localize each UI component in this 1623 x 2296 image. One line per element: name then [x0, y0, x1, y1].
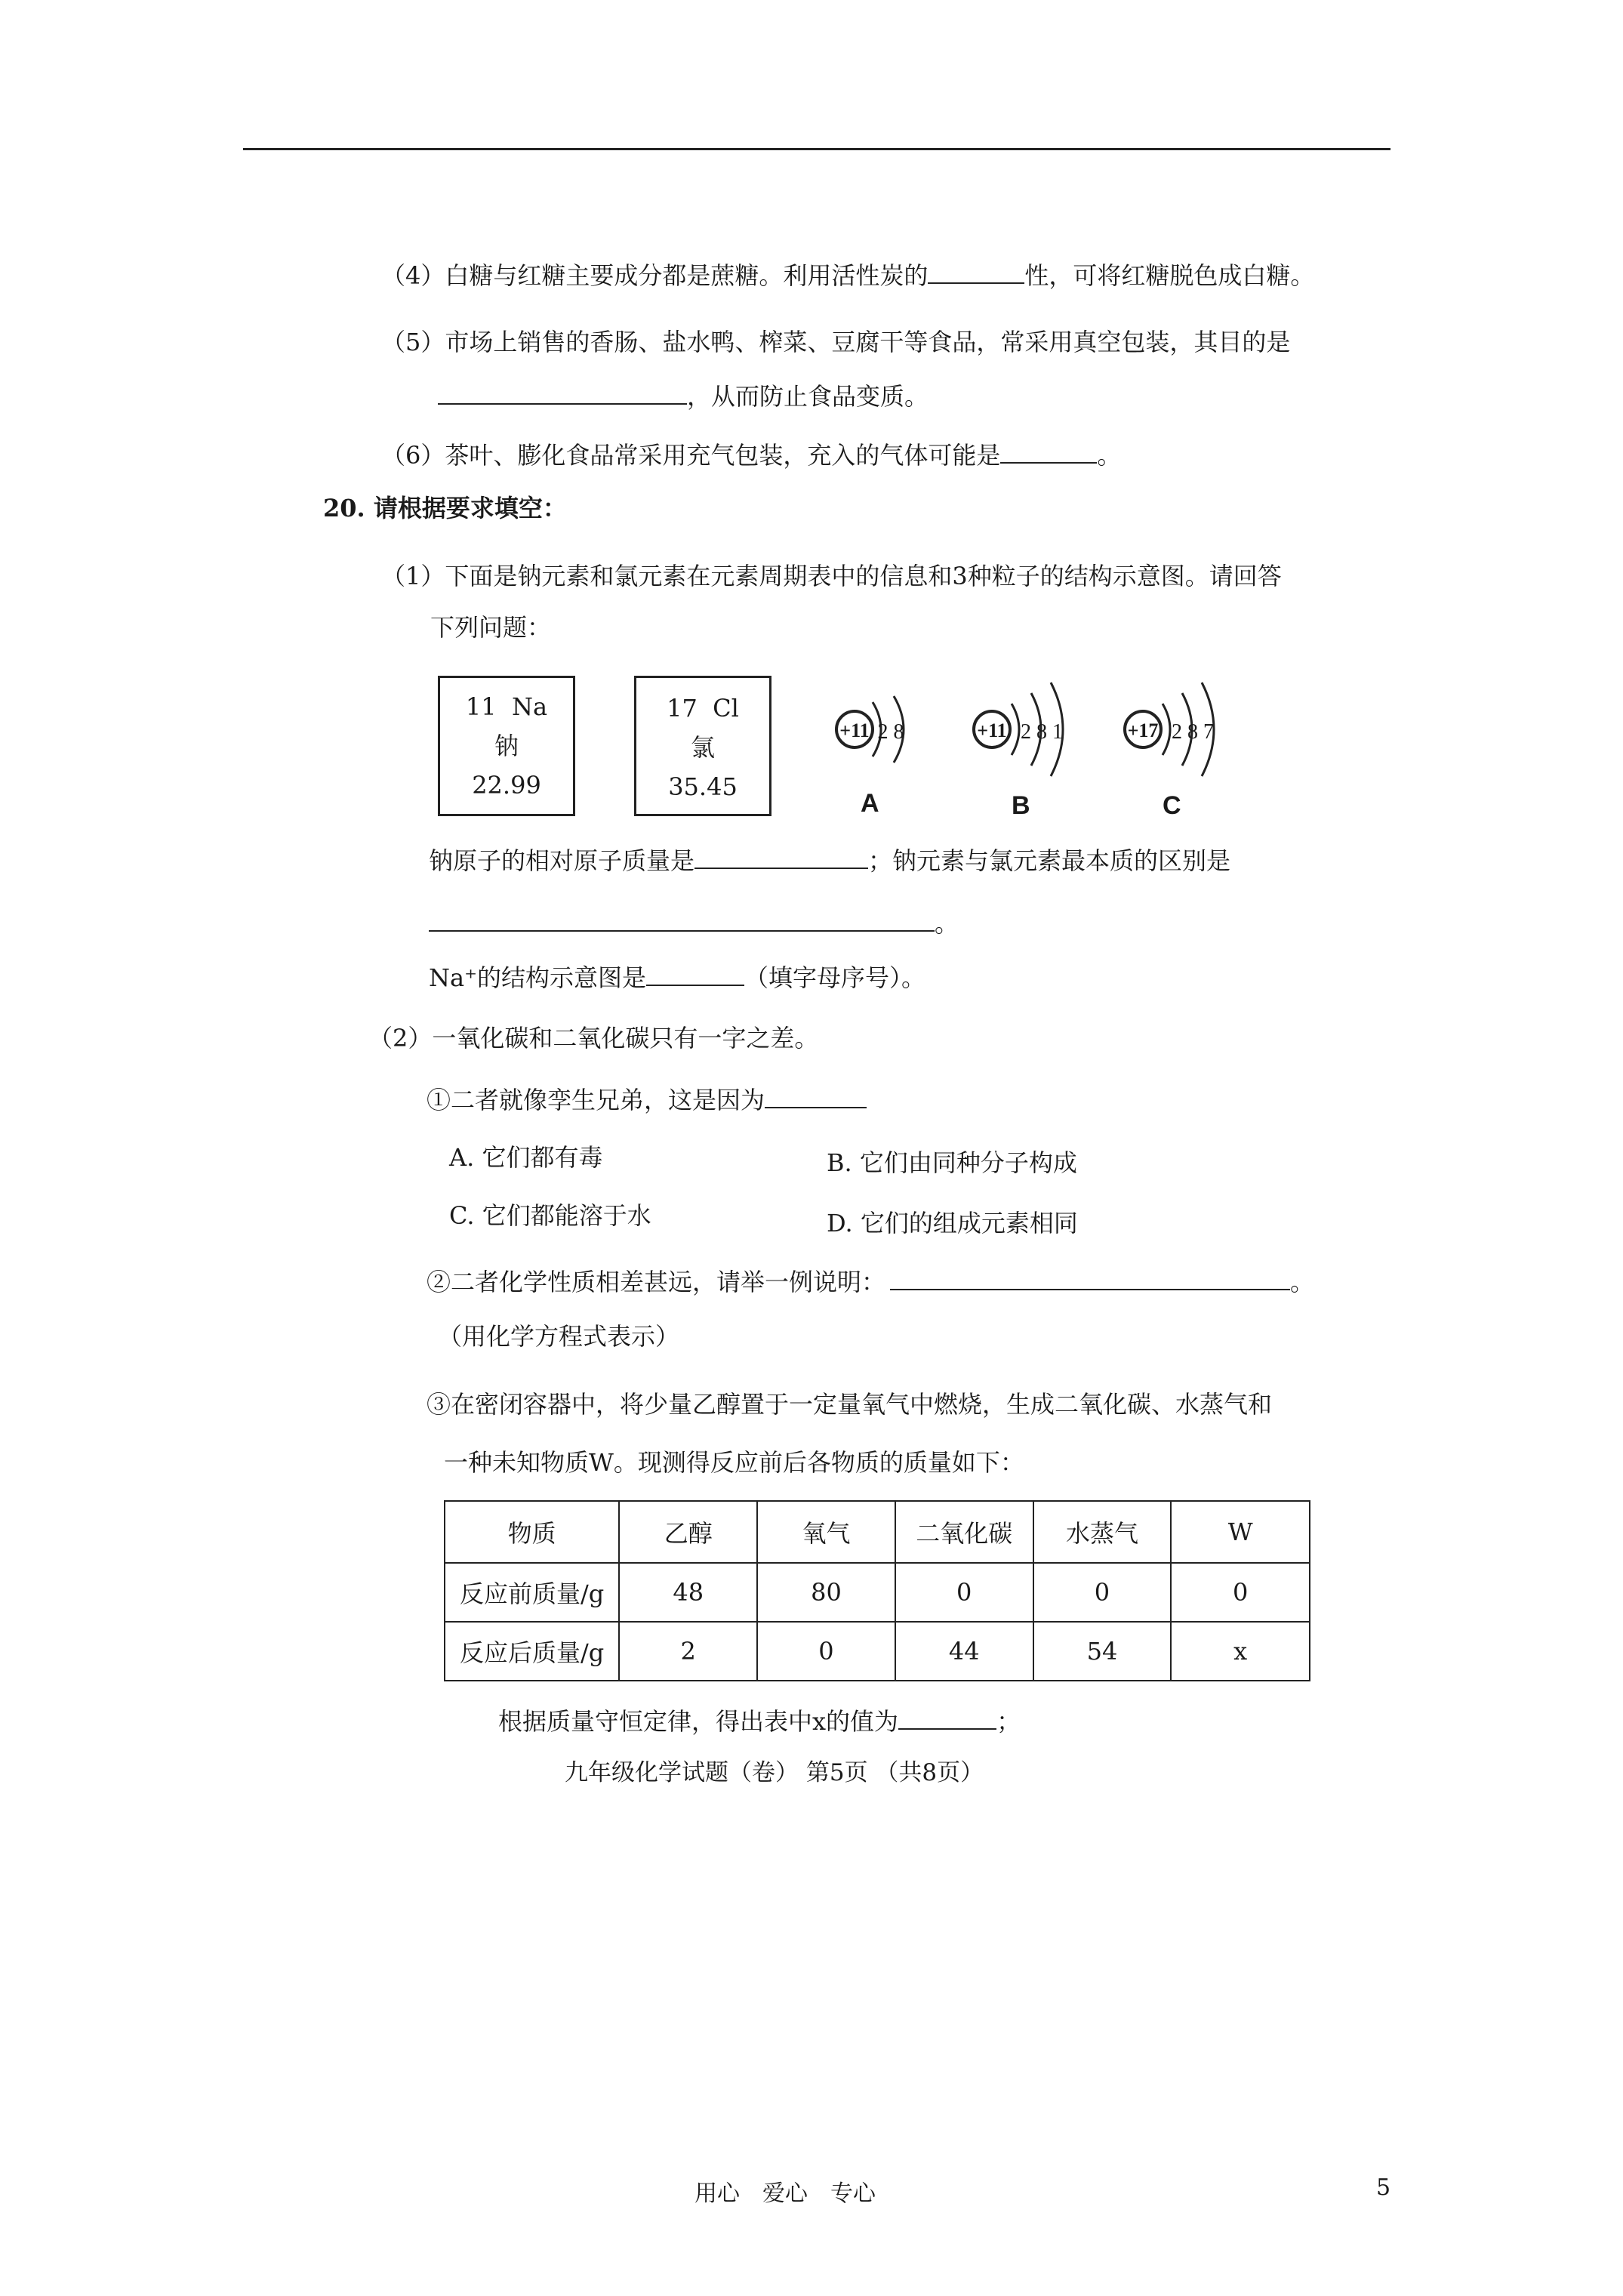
q19-item-6-tail: 。: [1097, 441, 1122, 470]
page-caption: 九年级化学试题（卷） 第5页 （共8页）: [565, 1759, 984, 1786]
q20-part1-na-ion: Na⁺的结构示意图是 （填字母序号）。: [429, 963, 925, 992]
nucleus-charge: +11: [977, 720, 1007, 741]
element-number-symbol: 11 Na: [465, 692, 548, 721]
q19-item-4: [381, 257, 1314, 291]
particle-diagram-b: [966, 670, 1095, 784]
nucleus-charge: +11: [839, 720, 870, 741]
element-name: 氯: [690, 733, 715, 762]
answer-blank[interactable]: [928, 260, 1024, 284]
shell-electrons: 2 8: [877, 720, 904, 744]
q19-item-5-line2: [438, 378, 929, 412]
table-header-cell: 物质: [445, 1501, 619, 1563]
element-mass: 22.99: [472, 771, 541, 800]
table-cell: 0: [1171, 1563, 1310, 1622]
table-header-cell: 水蒸气: [1033, 1501, 1172, 1563]
table-cell: 反应后质量/g: [445, 1622, 619, 1681]
shell-electrons: 2 8 7: [1172, 720, 1214, 744]
element-name: 钠: [494, 732, 519, 760]
q20-part2-intro: （2）一氧化碳和二氧化碳只有一字之差。: [368, 1024, 819, 1052]
table-header-cell: 乙醇: [619, 1501, 757, 1563]
table-row: [445, 1622, 1310, 1681]
table-cell: 0: [1033, 1563, 1172, 1622]
element-mass: 35.45: [668, 772, 738, 801]
q20-part2-sub3-line1: ③在密闭容器中，将少量乙醇置于一定量氧气中燃烧，生成二氧化碳、水蒸气和: [427, 1390, 1273, 1419]
answer-blank[interactable]: [890, 1266, 1290, 1290]
table-row: [445, 1563, 1310, 1622]
particle-diagram-c: [1117, 670, 1246, 784]
q20-part1-difference-line: 。: [429, 905, 959, 939]
header-rule: [243, 148, 1390, 150]
q19-item-5-tail: ，从而防止食品变质。: [687, 382, 929, 411]
q20-part1-mass-question: 钠原子的相对原子质量是 ；钠元素与氯元素最本质的区别是: [429, 846, 1231, 875]
nucleus-charge: +17: [1127, 720, 1159, 741]
answer-blank[interactable]: [646, 962, 744, 986]
particle-label-c: C: [1163, 791, 1181, 820]
answer-blank[interactable]: [1000, 439, 1097, 464]
q19-item-6-text: （6）茶叶、膨化食品常采用充气包装，充入的气体可能是: [381, 441, 1001, 470]
option-a[interactable]: A. 它们都有毒: [449, 1143, 603, 1172]
answer-blank[interactable]: [429, 908, 935, 932]
table-header-row: [445, 1501, 1310, 1563]
answer-blank[interactable]: [898, 1706, 996, 1730]
footer-page-number: 5: [1376, 2174, 1391, 2201]
q19-item-5-line1: （5）市场上销售的香肠、盐水鸭、榨菜、豆腐干等食品，常采用真空包装，其目的是: [381, 328, 1291, 356]
q20-part2-sub2: ②二者化学性质相差甚远，请举一例说明： 。: [427, 1268, 1315, 1296]
particle-diagram-a: [829, 680, 942, 778]
table-cell: 44: [895, 1622, 1033, 1681]
table-header-cell: W: [1171, 1501, 1310, 1563]
element-card-na: [438, 676, 575, 816]
table-cell: x: [1171, 1622, 1310, 1681]
shell-electrons: 2 8 1: [1021, 720, 1063, 744]
table-cell: 反应前质量/g: [445, 1563, 619, 1622]
option-c[interactable]: C. 它们都能溶于水: [449, 1201, 651, 1230]
table-cell: 0: [757, 1622, 895, 1681]
q19-item-4-text: （4）白糖与红糖主要成分都是蔗糖。利用活性炭的: [381, 261, 929, 290]
q20-part2-sub2-note: （用化学方程式表示）: [438, 1322, 680, 1351]
element-card-cl: [634, 676, 771, 816]
table-cell: 48: [619, 1563, 757, 1622]
q19-item-6: [381, 436, 1121, 471]
mass-table: [444, 1500, 1310, 1681]
element-number-symbol: 17 Cl: [667, 694, 739, 723]
option-d[interactable]: D. 它们的组成元素相同: [827, 1209, 1078, 1237]
q20-part2-sub1: ①二者就像孪生兄弟，这是因为: [427, 1081, 867, 1116]
q20-title: 20. 请根据要求填空：: [323, 494, 567, 522]
table-header-cell: 二氧化碳: [895, 1501, 1033, 1563]
q20-part2-conclusion: 根据质量守恒定律，得出表中x的值为 ；: [498, 1707, 1021, 1736]
q19-item-4-tail: 性，可将红糖脱色成白糖。: [1024, 261, 1315, 290]
answer-blank[interactable]: [765, 1084, 867, 1108]
q20-part1-intro-line2: 下列问题：: [430, 613, 552, 642]
particle-label-a: A: [861, 789, 879, 818]
table-header-cell: 氧气: [757, 1501, 895, 1563]
table-cell: 54: [1033, 1622, 1172, 1681]
table-cell: 80: [757, 1563, 895, 1622]
answer-blank[interactable]: [694, 845, 868, 869]
table-cell: 0: [895, 1563, 1033, 1622]
q20-part2-sub3-line2: 一种未知物质W。现测得反应前后各物质的质量如下：: [444, 1448, 1024, 1477]
footer-motto: 用心 爱心 专心: [694, 2180, 876, 2207]
option-b[interactable]: B. 它们由同种分子构成: [827, 1148, 1077, 1177]
q20-part1-intro-line1: （1）下面是钠元素和氯元素在元素周期表中的信息和3种粒子的结构示意图。请回答: [381, 562, 1282, 590]
answer-blank[interactable]: [438, 381, 687, 405]
table-cell: 2: [619, 1622, 757, 1681]
particle-label-b: B: [1012, 791, 1030, 820]
